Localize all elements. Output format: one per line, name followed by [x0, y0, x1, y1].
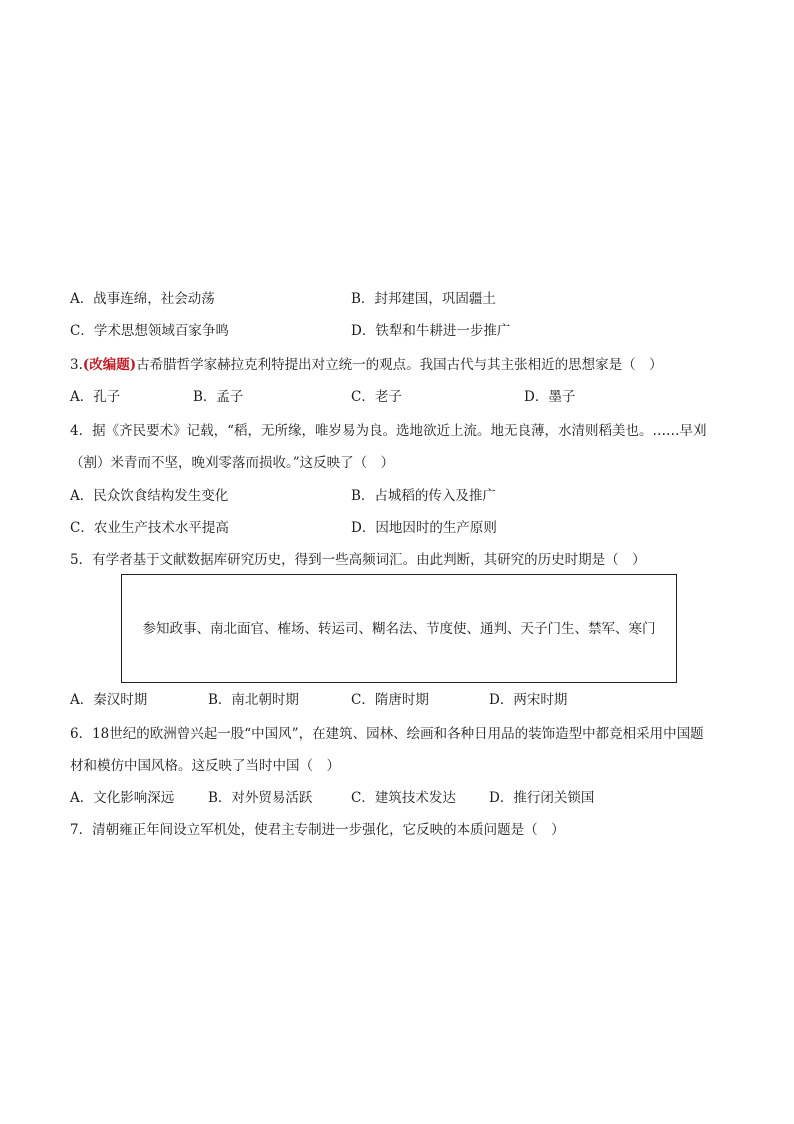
q4-option-d: D．因地因时的生产原则 — [351, 520, 497, 536]
q5-keyword-box — [121, 574, 677, 683]
q5-option-a: A．秦汉时期 — [70, 692, 148, 708]
q4-option-a: A．民众饮食结构发生变化 — [70, 488, 229, 504]
q7-stem: 7．清朝雍正年间设立军机处，使君主专制进一步强化，它反映的本质问题是（ ） — [70, 822, 565, 838]
q6-option-c: C．建筑技术发达 — [351, 790, 456, 806]
q6-option-a: A．文化影响深远 — [70, 790, 175, 806]
q2-option-b: B．封邦建国，巩固疆土 — [351, 291, 496, 307]
q3-stem — [70, 355, 663, 375]
q6-option-b: B．对外贸易活跃 — [208, 790, 313, 806]
q3-option-d: D．墨子 — [524, 389, 576, 405]
q3-option-a: A．孔子 — [70, 389, 121, 405]
q4-option-c: C．农业生产技术水平提高 — [70, 520, 229, 536]
q4-option-b: B．占城稻的传入及推广 — [351, 488, 496, 504]
q2-option-a: A．战事连绵，社会动荡 — [70, 291, 215, 307]
q4-stem-line-1: 4．据《齐民要术》记载，“稻，无所缘，唯岁易为良。选地欲近上流。地无良薄，水清则稻美也。……早刈 — [70, 423, 707, 439]
q5-option-d: D．两宋时期 — [489, 692, 568, 708]
q3-stem-text: 古希腊哲学家赫拉克利特提出对立统一的观点。我国古代与其主张相近的思想家是（ ） — [136, 357, 663, 373]
q6-option-d: D．推行闭关锁国 — [489, 790, 595, 806]
q3-number: 3. — [70, 357, 83, 373]
q6-stem-line-2: 材和模仿中国风格。这反映了当时中国（ ） — [70, 758, 340, 774]
q3-adapted-tag: (改编题) — [82, 357, 137, 373]
q2-option-d: D．铁犁和牛耕进一步推广 — [351, 323, 511, 339]
q4-stem-line-2: （割）米青而不坚，晚刈零落而损收。”这反映了（ ） — [70, 455, 395, 471]
q5-stem: 5．有学者基于文献数据库研究历史，得到一些高频词汇。由此判断，其研究的历史时期是（ ） — [70, 552, 646, 568]
q5-option-b: B．南北朝时期 — [208, 692, 299, 708]
q5-keywords: 参知政事、南北面官、榷场、转运司、糊名法、节度使、通判、天子门生、禁军、寒门 — [142, 621, 656, 637]
q3-option-c: C．老子 — [351, 389, 402, 405]
q3-option-b: B．孟子 — [193, 389, 244, 405]
q5-option-c: C．隋唐时期 — [351, 692, 429, 708]
q2-option-c: C．学术思想领域百家争鸣 — [70, 323, 229, 339]
q6-stem-line-1: 6．18世纪的欧洲曾兴起一股“中国风”，在建筑、园林、绘画和各种日用品的装饰造型中都竞相采用中国题 — [70, 726, 704, 742]
